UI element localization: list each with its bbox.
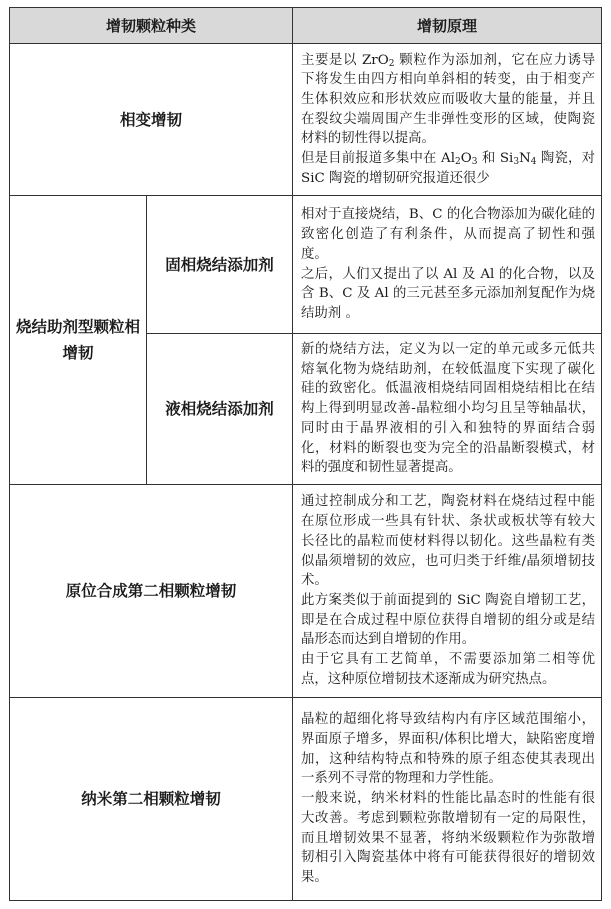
subcategory-liquid-phase: 液相烧结添加剂: [147, 334, 293, 485]
insitu-paragraph-2: 此方案类似于前面提到的 SiC 陶瓷自增韧工艺，即是在合成过程中原位获得自增韧的组分或是结晶形态而达到自增韧的作用。: [301, 593, 596, 648]
insitu-paragraph-1: 通过控制成分和工艺，陶瓷材料在烧结过程中能在原位形成一些具有针状、条状或板状等有较大长径比的晶粒而使材料得以韧化。这些晶粒有类似晶须增韧的效应，也可归类于纤维/晶须增韧技术。: [301, 494, 596, 589]
row-phase-transformation: [10, 44, 602, 196]
nano-paragraph-1: 晶粒的超细化将导致结构内有序区域范围缩小，界面原子增多，界面积/体积比增大，缺陷密度增加，这种结构特点和特殊的原子组态使其表现出一系列不寻常的物理和力学性能。: [301, 712, 596, 787]
solid-paragraph-1: 相对于直接烧结，B、C 的化合物添加为碳化硅的致密化创造了有利条件，从而提高了韧性和强度。: [301, 207, 596, 262]
principle-nano: [293, 698, 602, 901]
subcategory-solid-phase: 固相烧结添加剂: [147, 196, 293, 334]
principle-solid-phase: [293, 196, 602, 334]
principle-phase-transformation: [293, 44, 602, 196]
row-in-situ: [10, 485, 602, 698]
liquid-paragraph-1: 新的烧结方法，定义为以一定的单元或多元低共熔氧化物为烧结助剂，在较低温度下实现了碳化硅的致密化。低温液相烧结同固相烧结相比在结构上得到明显改善-晶粒细小均匀且呈等轴晶状，同时由于晶界液相的引入和独特的界面结合弱化，材料的断裂也变为完全的沿晶断裂模式，材料的强度和韧性显著提高。: [301, 342, 596, 476]
header-principle: 增韧原理: [293, 8, 602, 44]
row-solid-phase-sintering: [10, 196, 602, 334]
category-phase-transformation: 相变增韧: [10, 44, 293, 196]
phase-paragraph-1: 主要是以 ZrO$_2$ 颗粒作为添加剂，它在应力诱导下将发生由四方相向单斜相的转变，由于相变产生体积效应和形状效应而吸收大量的能量，并且在裂纹尖端周围产生非弹性变形的区域，使陶瓷材料的韧性得以提高。: [301, 52, 596, 147]
header-particle-type: 增韧颗粒种类: [10, 8, 293, 44]
principle-liquid-phase: [293, 334, 602, 485]
category-in-situ: 原位合成第二相颗粒增韧: [10, 485, 293, 698]
category-sintering-aid: 烧结助剂型颗粒相增韧: [10, 196, 147, 485]
toughening-table: [9, 7, 602, 901]
solid-paragraph-2: 之后，人们又提出了以 Al 及 Al 的化合物，以及含 B、C 及 Al 的三元甚至多元添加剂复配作为烧结助剂 。: [301, 266, 596, 321]
category-nano: 纳米第二相颗粒增韧: [10, 698, 293, 901]
nano-paragraph-2: 一般来说，纳米材料的性能比晶态时的性能有很大改善。考虑到颗粒弥散增韧有一定的局限性，而且增韧效果不显著，将纳米级颗粒作为弥散增韧相引入陶瓷基体中将有可能获得很好的增韧效果。: [301, 791, 596, 885]
phase-paragraph-2: 但是目前报道多集中在 $Al_2O_3$ 和 $Si_3N_4$ 陶瓷，对 SiC 陶瓷的增韧研究报道还很少: [301, 151, 595, 186]
insitu-paragraph-3: 由于它具有工艺简单，不需要添加第二相等优点，这种原位增韧技术逐渐成为研究热点。: [301, 652, 596, 687]
row-nano: [10, 698, 602, 901]
header-row: [10, 8, 602, 44]
principle-in-situ: [293, 485, 602, 698]
